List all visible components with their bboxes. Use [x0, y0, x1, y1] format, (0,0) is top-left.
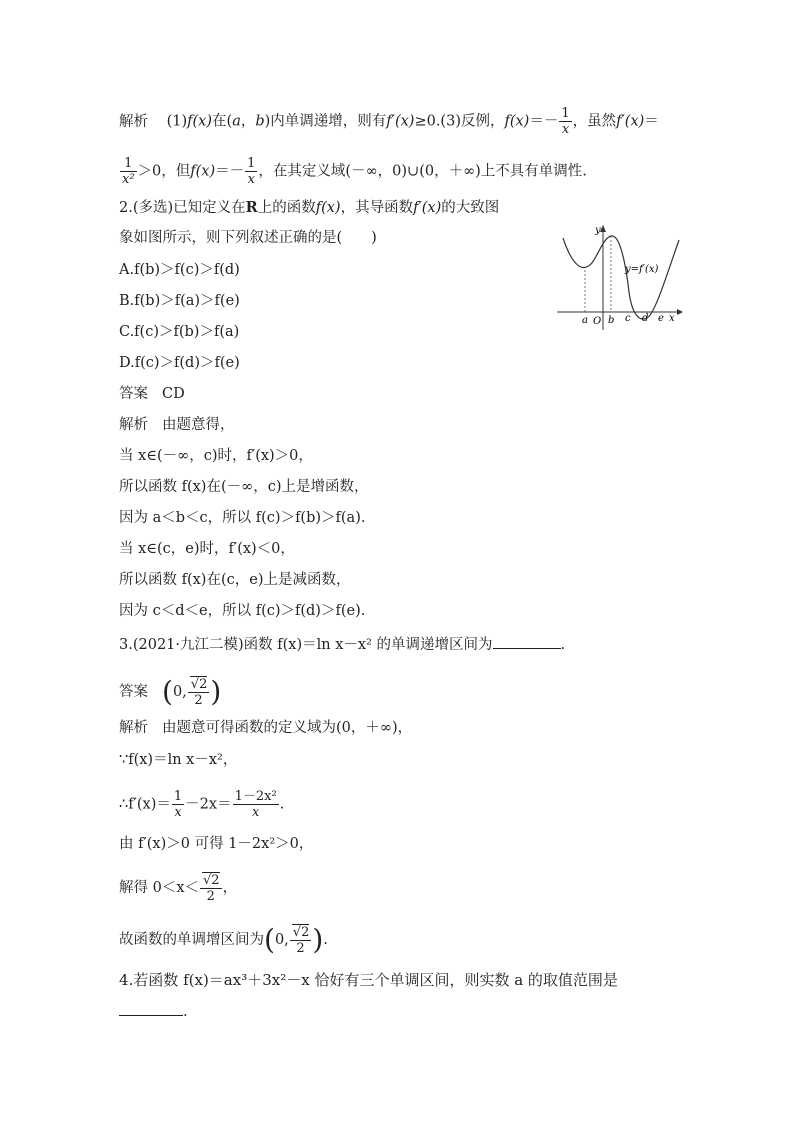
tick-d: d	[642, 313, 649, 324]
fraction: $\frac{\text{1－2x²}}{x}$	[234, 789, 277, 820]
fraction: $\frac{√2}{2}$	[200, 872, 222, 904]
q3-analysis-line: 解析 由题意可得函数的定义域为(0，＋∞)，	[119, 720, 413, 736]
y-axis-arrow	[600, 225, 606, 232]
text: ，在其定义域(－∞，0)∪(0，＋∞)上不具有单调性.	[258, 163, 587, 180]
answer-blank	[119, 1015, 183, 1016]
math: f′(x)	[616, 113, 645, 130]
x-axis-arrow	[677, 309, 683, 315]
q2-analysis-line: 所以函数 f(x)在(－∞，c)上是增函数，	[119, 479, 369, 495]
tick-c: c	[625, 313, 631, 324]
q3-stem: 3.(2021·九江二模)函数 f(x)＝ln x－x² 的单调递增区间为 .	[119, 637, 566, 653]
q2-analysis-line: 因为 a＜b＜c，所以 f(c)＞f(b)＞f(a).	[119, 510, 366, 526]
q2-stem: 2.(多选)已知定义在R上的函数f(x)，其导函数f′(x)的大致图	[119, 199, 500, 216]
q2-analysis-line: 当 x∈(c，e)时，f′(x)＜0，	[119, 541, 295, 557]
analysis-q1-line2	[119, 156, 587, 187]
q2-analysis-line: 解析 由题意得，	[119, 417, 235, 433]
q3-analysis-line: ∵f(x)＝ln x－x²，	[119, 752, 238, 768]
tick-e: e	[658, 313, 664, 324]
answer-label: 答案	[119, 684, 148, 700]
q3-answer: 答案 (0, $\frac{√2}{2}$ )	[119, 675, 222, 708]
math: f(x)	[504, 113, 530, 130]
fraction: $\frac{√2}{2}$	[188, 676, 210, 708]
text: 在(	[212, 113, 233, 130]
bold-R: R	[245, 199, 258, 216]
text: (1)	[166, 113, 188, 130]
text: ＝－	[529, 113, 559, 130]
analysis-label: 解析	[119, 720, 148, 736]
fraction: $\frac{1}{x}$	[173, 789, 183, 820]
derivative-graph-figure	[555, 222, 685, 334]
fraction: $\frac{1}{x}$	[247, 156, 256, 187]
math: b	[255, 113, 265, 130]
q2-option-d: D.f(c)＞f(d)＞f(e)	[119, 355, 240, 371]
x-label: x	[669, 313, 675, 324]
text: ＝－	[215, 163, 245, 180]
q3-analysis-line: ∴f′(x)＝ $\frac{1}{x}$ －2x＝ $\frac{\text{1－2x²}}{x}$ .	[119, 789, 285, 820]
q2-analysis-line: 因为 c＜d＜e，所以 f(c)＞f(d)＞f(e).	[119, 603, 366, 619]
text: ，	[240, 113, 256, 130]
tick-a: a	[582, 315, 588, 326]
answer-value: CD	[162, 386, 185, 402]
q2-option-a: A.f(b)＞f(c)＞f(d)	[119, 262, 240, 278]
q2-stem-line2: 象如图所示，则下列叙述正确的是( )	[119, 230, 377, 246]
q4-blank-line: .	[119, 1002, 188, 1022]
answer-label: 答案	[119, 386, 148, 402]
q3-analysis-line: 由 f′(x)＞0 可得 1－2x²＞0，	[119, 836, 314, 852]
q2-option-b: B.f(b)＞f(a)＞f(e)	[119, 293, 240, 309]
math: f(x)	[187, 113, 213, 130]
math: a	[232, 113, 241, 130]
q2-option-c: C.f(c)＞f(b)＞f(a)	[119, 324, 240, 340]
text: ＝	[644, 113, 659, 130]
answer-blank	[493, 648, 561, 649]
fraction: $\frac{√2}{2}$	[290, 924, 312, 956]
text: ≥0.(3)反例，	[414, 113, 505, 130]
math: f(x)	[190, 163, 216, 180]
math: f′(x)	[386, 113, 415, 130]
q3-analysis-line: 故函数的单调增区间为(0, $\frac{√2}{2}$ ).	[119, 923, 328, 956]
text: ，虽然	[572, 113, 617, 130]
q2-analysis-line: 所以函数 f(x)在(c，e)上是减函数，	[119, 572, 351, 588]
fraction: $\frac{1}{\text{x²}}$	[122, 156, 135, 187]
tick-b: b	[608, 315, 615, 326]
analysis-label: 解析	[119, 113, 148, 130]
fraction: $\frac{1}{x}$	[561, 106, 570, 137]
origin-label: O	[593, 316, 602, 327]
analysis-label: 解析	[119, 417, 148, 433]
q3-analysis-line: 解得 0＜x＜ $\frac{√2}{2}$ ，	[119, 873, 238, 904]
q2-analysis-line: 当 x∈(－∞，c)时，f′(x)＞0，	[119, 448, 313, 464]
y-label: y	[595, 225, 601, 236]
text: ＞0，但	[137, 163, 191, 180]
q2-answer	[119, 384, 185, 404]
curve-label: y=f′(x)	[625, 264, 659, 275]
text: )内单调递增，则有	[264, 113, 387, 130]
q4-stem: 4.若函数 f(x)＝ax³＋3x²－x 恰好有三个单调区间，则实数 a 的取值范围是	[119, 971, 618, 989]
curve-f-prime	[563, 236, 679, 319]
analysis-q1-line1	[119, 106, 659, 137]
